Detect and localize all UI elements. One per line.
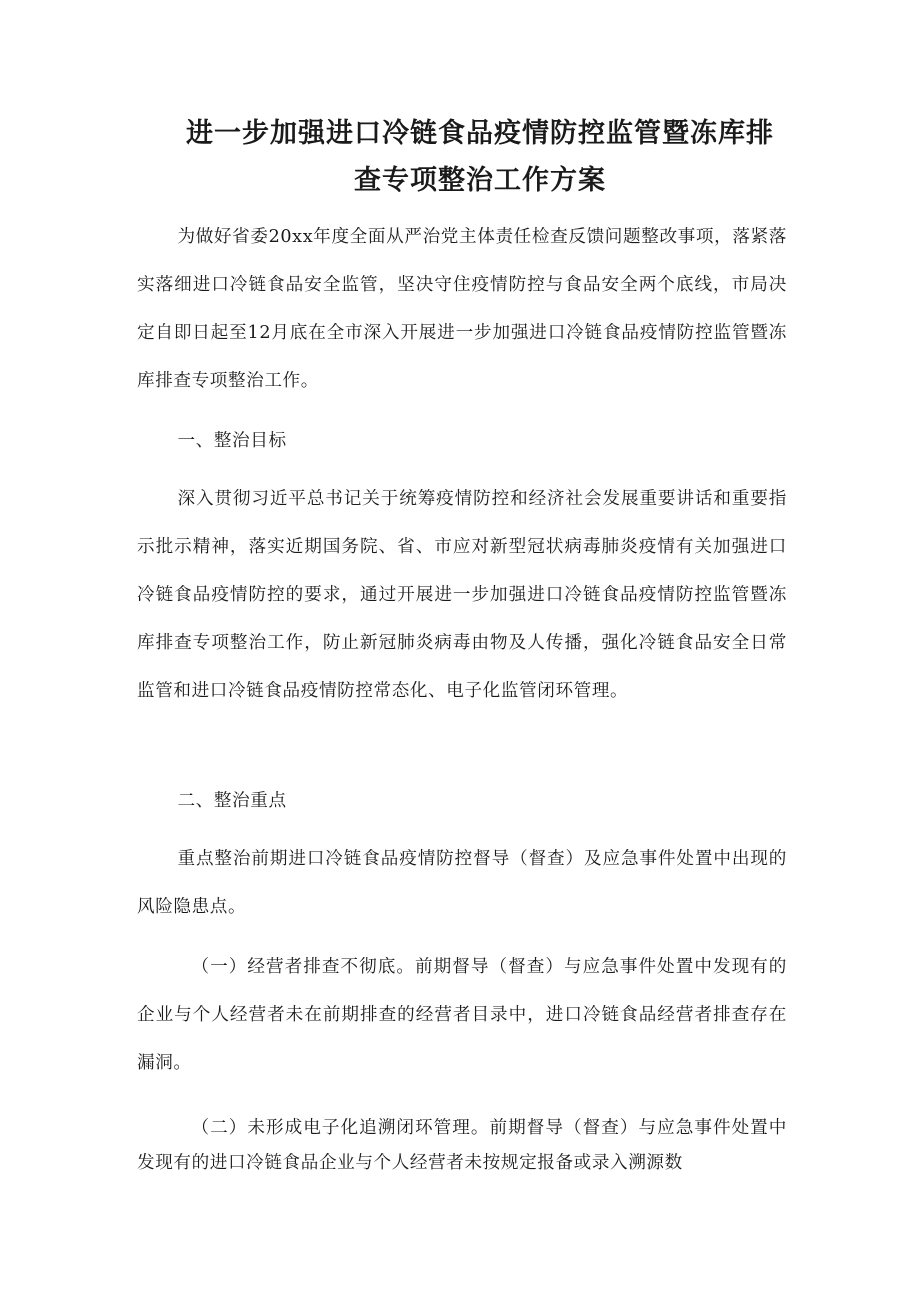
intro-paragraph: 为做好省委20xx年度全面从严治党主体责任检查反馈问题整改事项，落紧落实落细进口冷链食品安全监管，坚决守住疫情防控与食品安全两个底线，市局决定自即日起至12月底在全市深入开展进一步加强进口冷链食品疫情防控监管暨冻库排查专项整治工作。 [137,227,787,391]
section-2-body: 重点整治前期进口冷链食品疫情防控督导（督查）及应急事件处置中出现的风险隐患点。 [137,849,787,917]
document-title-line-2: 查专项整治工作方案 [354,165,606,196]
item-1-paragraph: （一）经营者排查不彻底。前期督导（督查）与应急事件处置中发现有的企业与个人经营者未在前期排查的经营者目录中，进口冷链食品经营者排查存在漏洞。 [137,957,787,1073]
section-2-heading: 二、整治重点 [177,791,287,811]
item-2-paragraph: （二）未形成电子化追溯闭环管理。前期督导（督查）与应急事件处置中发现有的进口冷链食品企业与个人经营者未按规定报备或录入溯源数 [137,1118,787,1173]
document-title-line-1: 进一步加强进口冷链食品疫情防控监管暨冻库排 [186,118,774,149]
section-1-body: 深入贯彻习近平总书记关于统筹疫情防控和经济社会发展重要讲话和重要指示批示精神，落实近期国务院、省、市应对新型冠状病毒肺炎疫情有关加强进口冷链食品疫情防控的要求，通过开展进一步加强进口冷链食品疫情防控监管暨冻库排查专项整治工作，防止新冠肺炎病毒由物及人传播，强化冷链食品安全日常监管和进口冷链食品疫情防控常态化、电子化监管闭环管理。 [137,489,787,701]
section-1-heading: 一、整治目标 [177,431,287,451]
